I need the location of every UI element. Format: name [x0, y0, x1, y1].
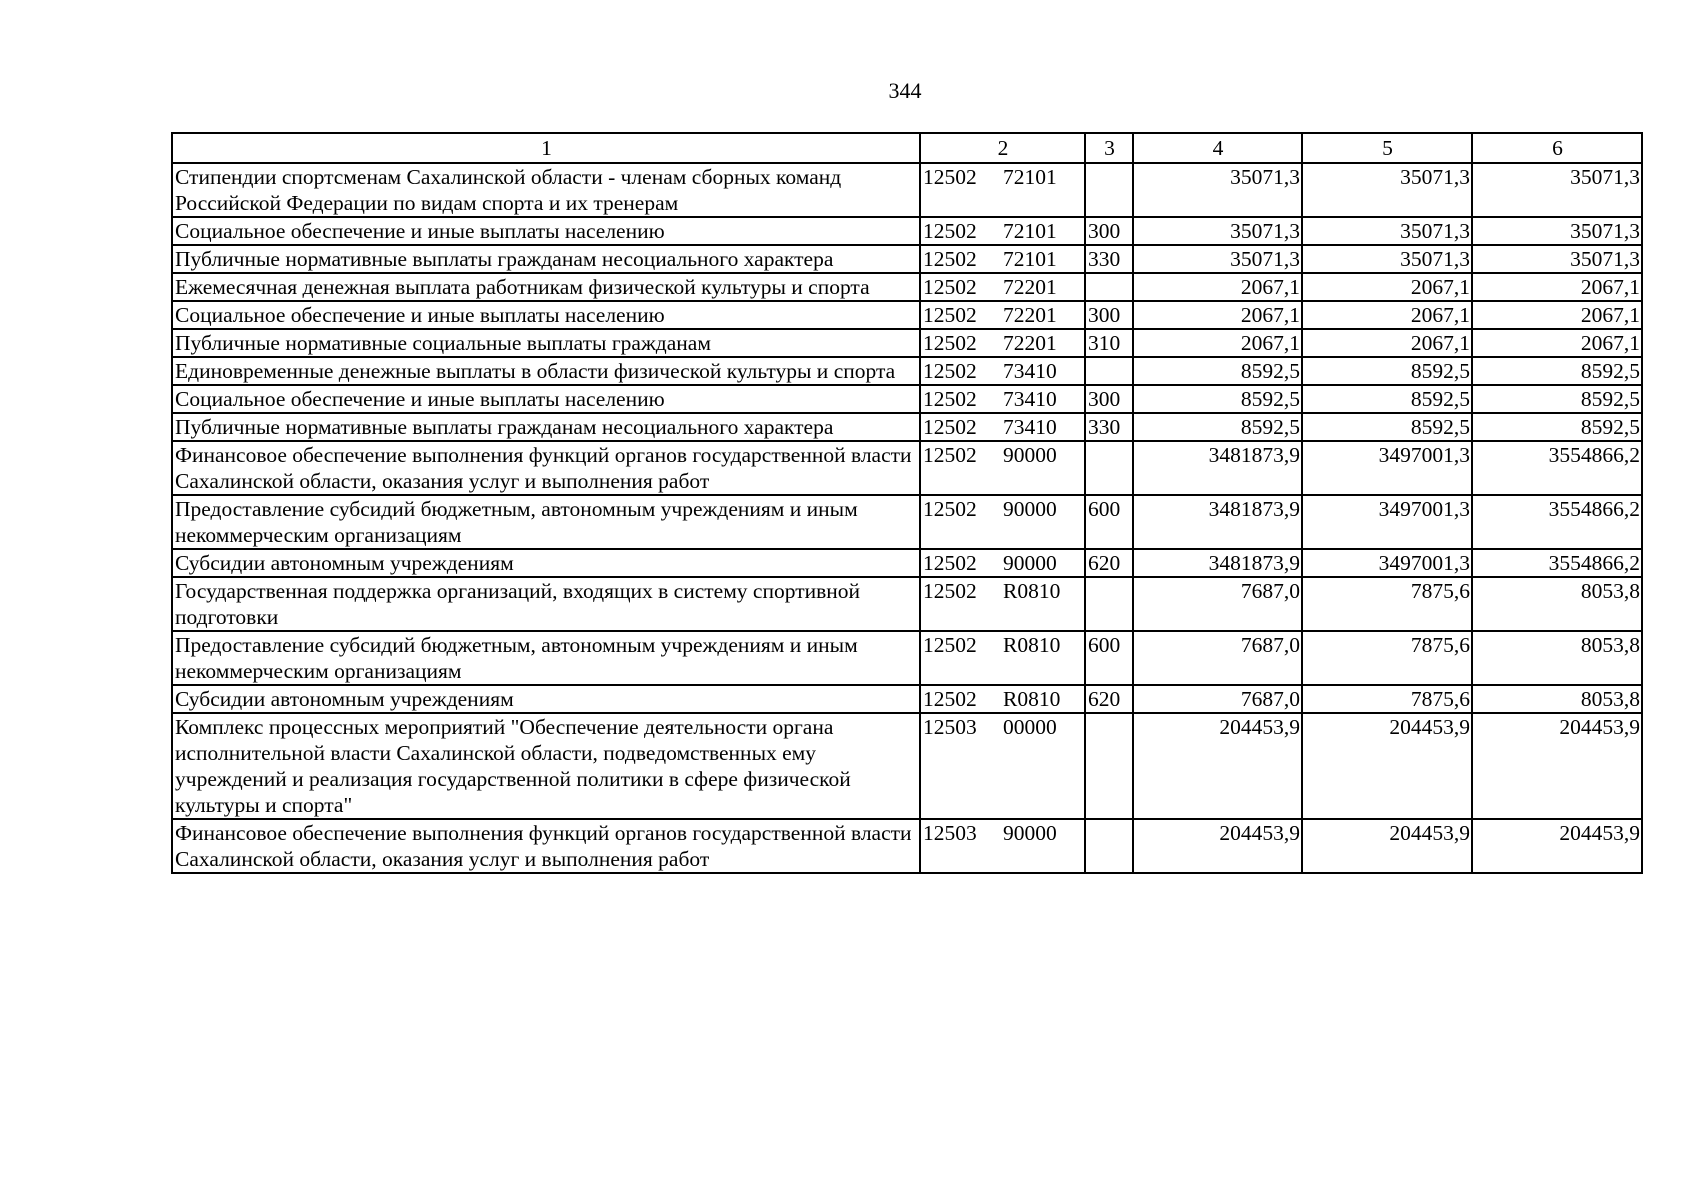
row-name: Государственная поддержка организаций, входящих в систему спортивной подготовки: [172, 577, 920, 631]
row-name: Стипендии спортсменам Сахалинской области - членам сборных команд Российской Федерации по видам спорта и их тренерам: [172, 163, 920, 217]
expense-type-code: 300: [1085, 217, 1133, 245]
expense-type-code: [1085, 713, 1133, 819]
table-row: [172, 273, 1642, 301]
direction-code: R0810: [1003, 579, 1061, 603]
amount-year-3: 35071,3: [1472, 217, 1642, 245]
table-row: [172, 819, 1642, 873]
row-name: Предоставление субсидий бюджетным, автономным учреждениям и иным некоммерческим организациям: [172, 495, 920, 549]
row-name: Единовременные денежные выплаты в области физической культуры и спорта: [172, 357, 920, 385]
amount-year-3: 8592,5: [1472, 413, 1642, 441]
row-code: [920, 549, 1085, 577]
expense-type-code: [1085, 819, 1133, 873]
row-name: Субсидии автономным учреждениям: [172, 549, 920, 577]
table-row: [172, 301, 1642, 329]
direction-code: 90000: [1003, 821, 1057, 845]
row-name: Ежемесячная денежная выплата работникам физической культуры и спорта: [172, 273, 920, 301]
amount-year-3: 8053,8: [1472, 685, 1642, 713]
row-name: Публичные нормативные выплаты гражданам несоциального характера: [172, 245, 920, 273]
amount-year-3: 3554866,2: [1472, 549, 1642, 577]
table-row: [172, 495, 1642, 549]
amount-year-3: 8053,8: [1472, 577, 1642, 631]
table-row: [172, 385, 1642, 413]
program-code: 12502: [923, 303, 977, 327]
amount-year-3: 3554866,2: [1472, 441, 1642, 495]
amount-year-2: 7875,6: [1302, 685, 1472, 713]
program-code: 12502: [923, 165, 977, 189]
amount-year-1: 2067,1: [1133, 329, 1302, 357]
column-header-6: 6: [1472, 133, 1642, 163]
amount-year-1: 2067,1: [1133, 273, 1302, 301]
direction-code: 72101: [1003, 219, 1057, 243]
amount-year-2: 2067,1: [1302, 273, 1472, 301]
amount-year-1: 3481873,9: [1133, 495, 1302, 549]
expense-type-code: [1085, 441, 1133, 495]
amount-year-1: 8592,5: [1133, 413, 1302, 441]
direction-code: 72101: [1003, 165, 1057, 189]
table-row: [172, 163, 1642, 217]
program-code: 12502: [923, 579, 977, 603]
column-header-3: 3: [1085, 133, 1133, 163]
program-code: 12502: [923, 359, 977, 383]
amount-year-1: 3481873,9: [1133, 441, 1302, 495]
expense-type-code: [1085, 273, 1133, 301]
row-name: Социальное обеспечение и иные выплаты населению: [172, 301, 920, 329]
direction-code: 72201: [1003, 275, 1057, 299]
page-number: 344: [888, 78, 922, 103]
table-row: [172, 217, 1642, 245]
row-code: [920, 357, 1085, 385]
table-row: [172, 357, 1642, 385]
direction-code: 90000: [1003, 497, 1057, 521]
row-code: [920, 495, 1085, 549]
expense-type-code: 620: [1085, 549, 1133, 577]
header-row: [172, 133, 1642, 163]
row-name: Финансовое обеспечение выполнения функций органов государственной власти Сахалинской области, оказания услуг и выполнения работ: [172, 441, 920, 495]
table-header: [172, 133, 1642, 163]
expense-type-code: 300: [1085, 301, 1133, 329]
column-header-2: 2: [920, 133, 1085, 163]
row-code: [920, 273, 1085, 301]
amount-year-2: 8592,5: [1302, 357, 1472, 385]
expense-type-code: [1085, 577, 1133, 631]
amount-year-3: 35071,3: [1472, 163, 1642, 217]
program-code: 12502: [923, 247, 977, 271]
program-code: 12502: [923, 275, 977, 299]
row-code: [920, 329, 1085, 357]
amount-year-3: 2067,1: [1472, 273, 1642, 301]
direction-code: 90000: [1003, 551, 1057, 575]
table-row: [172, 245, 1642, 273]
row-code: [920, 301, 1085, 329]
amount-year-2: 7875,6: [1302, 577, 1472, 631]
program-code: 12503: [923, 715, 977, 739]
row-name: Социальное обеспечение и иные выплаты населению: [172, 217, 920, 245]
expense-type-code: 300: [1085, 385, 1133, 413]
expense-type-code: 310: [1085, 329, 1133, 357]
amount-year-1: 35071,3: [1133, 217, 1302, 245]
amount-year-1: 2067,1: [1133, 301, 1302, 329]
table-row: [172, 685, 1642, 713]
row-code: [920, 217, 1085, 245]
amount-year-2: 2067,1: [1302, 301, 1472, 329]
column-header-4: 4: [1133, 133, 1302, 163]
table-row: [172, 441, 1642, 495]
expense-type-code: 330: [1085, 245, 1133, 273]
row-code: [920, 631, 1085, 685]
expense-type-code: 330: [1085, 413, 1133, 441]
budget-table: [171, 132, 1643, 874]
amount-year-2: 204453,9: [1302, 819, 1472, 873]
direction-code: 73410: [1003, 415, 1057, 439]
program-code: 12502: [923, 497, 977, 521]
expense-type-code: [1085, 163, 1133, 217]
program-code: 12502: [923, 219, 977, 243]
program-code: 12503: [923, 821, 977, 845]
row-code: [920, 441, 1085, 495]
program-code: 12502: [923, 443, 977, 467]
table-row: [172, 549, 1642, 577]
direction-code: 73410: [1003, 359, 1057, 383]
amount-year-3: 204453,9: [1472, 713, 1642, 819]
direction-code: 00000: [1003, 715, 1057, 739]
table-row: [172, 413, 1642, 441]
row-name: Публичные нормативные выплаты гражданам несоциального характера: [172, 413, 920, 441]
amount-year-1: 7687,0: [1133, 577, 1302, 631]
table-row: [172, 329, 1642, 357]
row-name: Комплекс процессных мероприятий "Обеспечение деятельности органа исполнительной власти Сахалинской области, подведомственных ему учреждений и реализация государственной политики в сфере физической культуры и спорта": [172, 713, 920, 819]
expense-type-code: [1085, 357, 1133, 385]
row-code: [920, 713, 1085, 819]
column-header-5: 5: [1302, 133, 1472, 163]
amount-year-1: 204453,9: [1133, 713, 1302, 819]
program-code: 12502: [923, 415, 977, 439]
program-code: 12502: [923, 551, 977, 575]
amount-year-1: 3481873,9: [1133, 549, 1302, 577]
program-code: 12502: [923, 387, 977, 411]
program-code: 12502: [923, 633, 977, 657]
column-header-1: 1: [172, 133, 920, 163]
row-name: Социальное обеспечение и иные выплаты населению: [172, 385, 920, 413]
table-row: [172, 631, 1642, 685]
direction-code: 72201: [1003, 303, 1057, 327]
amount-year-1: 8592,5: [1133, 385, 1302, 413]
amount-year-1: 8592,5: [1133, 357, 1302, 385]
amount-year-3: 204453,9: [1472, 819, 1642, 873]
program-code: 12502: [923, 687, 977, 711]
table-body: [172, 163, 1642, 873]
amount-year-2: 204453,9: [1302, 713, 1472, 819]
direction-code: R0810: [1003, 687, 1061, 711]
amount-year-2: 7875,6: [1302, 631, 1472, 685]
amount-year-3: 2067,1: [1472, 301, 1642, 329]
amount-year-3: 2067,1: [1472, 329, 1642, 357]
amount-year-3: 8592,5: [1472, 385, 1642, 413]
amount-year-1: 204453,9: [1133, 819, 1302, 873]
amount-year-2: 3497001,3: [1302, 441, 1472, 495]
amount-year-1: 35071,3: [1133, 163, 1302, 217]
amount-year-2: 35071,3: [1302, 163, 1472, 217]
expense-type-code: 600: [1085, 631, 1133, 685]
row-code: [920, 685, 1085, 713]
amount-year-2: 8592,5: [1302, 385, 1472, 413]
amount-year-2: 3497001,3: [1302, 495, 1472, 549]
amount-year-2: 2067,1: [1302, 329, 1472, 357]
row-code: [920, 163, 1085, 217]
row-code: [920, 819, 1085, 873]
row-name: Субсидии автономным учреждениям: [172, 685, 920, 713]
direction-code: 73410: [1003, 387, 1057, 411]
expense-type-code: 600: [1085, 495, 1133, 549]
row-name: Предоставление субсидий бюджетным, автономным учреждениям и иным некоммерческим организациям: [172, 631, 920, 685]
amount-year-2: 3497001,3: [1302, 549, 1472, 577]
amount-year-1: 7687,0: [1133, 685, 1302, 713]
program-code: 12502: [923, 331, 977, 355]
row-code: [920, 385, 1085, 413]
direction-code: 72101: [1003, 247, 1057, 271]
amount-year-1: 35071,3: [1133, 245, 1302, 273]
row-code: [920, 577, 1085, 631]
amount-year-2: 8592,5: [1302, 413, 1472, 441]
expense-type-code: 620: [1085, 685, 1133, 713]
amount-year-3: 8592,5: [1472, 357, 1642, 385]
direction-code: 90000: [1003, 443, 1057, 467]
row-code: [920, 245, 1085, 273]
table-row: [172, 577, 1642, 631]
amount-year-3: 35071,3: [1472, 245, 1642, 273]
amount-year-3: 3554866,2: [1472, 495, 1642, 549]
row-code: [920, 413, 1085, 441]
table-row: [172, 713, 1642, 819]
amount-year-2: 35071,3: [1302, 245, 1472, 273]
amount-year-1: 7687,0: [1133, 631, 1302, 685]
amount-year-2: 35071,3: [1302, 217, 1472, 245]
direction-code: R0810: [1003, 633, 1061, 657]
direction-code: 72201: [1003, 331, 1057, 355]
amount-year-3: 8053,8: [1472, 631, 1642, 685]
row-name: Публичные нормативные социальные выплаты гражданам: [172, 329, 920, 357]
row-name: Финансовое обеспечение выполнения функций органов государственной власти Сахалинской области, оказания услуг и выполнения работ: [172, 819, 920, 873]
